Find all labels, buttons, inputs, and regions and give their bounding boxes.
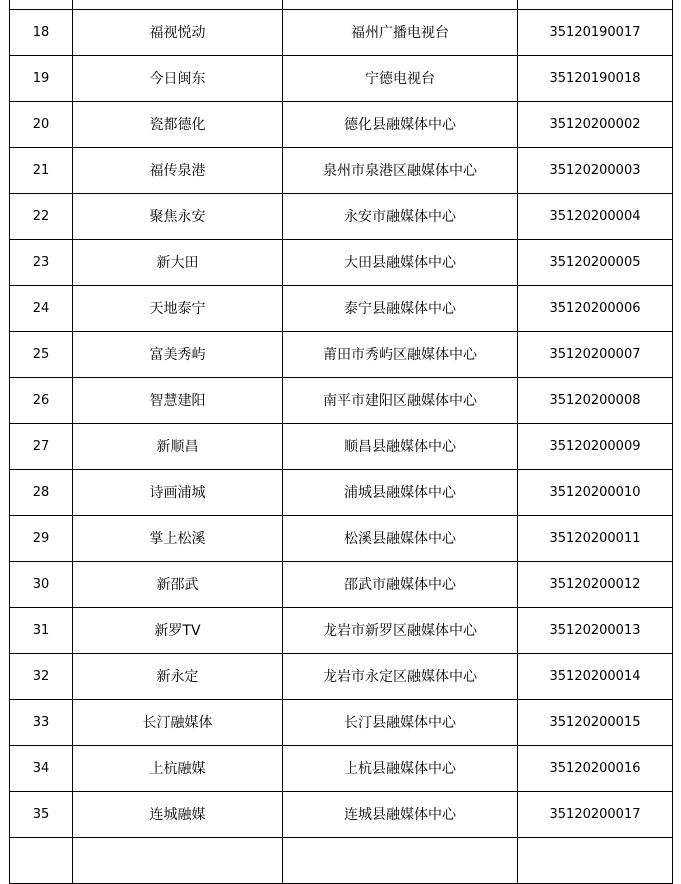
account-name-cell: 智慧建阳 [73, 378, 283, 424]
organization-cell: 上杭县融媒体中心 [283, 746, 518, 792]
row-number-cell: 33 [10, 700, 73, 746]
row-number-cell: 35 [10, 792, 73, 838]
table-row [10, 746, 673, 792]
registration-code-cell: 35120200003 [518, 148, 673, 194]
registration-code-cell: 35120200011 [518, 516, 673, 562]
row-number-cell: 19 [10, 56, 73, 102]
registration-code-cell: 35120190017 [518, 10, 673, 56]
table-row [10, 10, 673, 56]
account-name-cell: 长汀融媒体 [73, 700, 283, 746]
registration-code-cell: 35120200006 [518, 286, 673, 332]
organization-cell [283, 838, 518, 884]
account-name-cell: 掌上松溪 [73, 516, 283, 562]
registration-code-cell: 35120200004 [518, 194, 673, 240]
organization-cell: 大田县融媒体中心 [283, 240, 518, 286]
row-number-cell: 26 [10, 378, 73, 424]
organization-cell: 松溪县融媒体中心 [283, 516, 518, 562]
table-row [10, 424, 673, 470]
organization-cell: 泉州市泉港区融媒体中心 [283, 148, 518, 194]
organization-cell: 龙岩市永定区融媒体中心 [283, 654, 518, 700]
account-name-cell: 福传泉港 [73, 148, 283, 194]
table-row [10, 608, 673, 654]
row-number-cell: 29 [10, 516, 73, 562]
table-row [10, 102, 673, 148]
registration-code-cell: 35120200010 [518, 470, 673, 516]
account-name-cell: 新罗TV [73, 608, 283, 654]
registry-table [9, 0, 673, 884]
row-number-cell: 20 [10, 102, 73, 148]
registry-table-body [10, 0, 673, 884]
row-number-cell: 34 [10, 746, 73, 792]
table-row [10, 240, 673, 286]
table-row [10, 0, 673, 10]
organization-cell: 宁德电视台 [283, 56, 518, 102]
row-number-cell: 21 [10, 148, 73, 194]
registration-code-cell: 35120200014 [518, 654, 673, 700]
registration-code-cell: 35120200007 [518, 332, 673, 378]
registration-code-cell: 35120200002 [518, 102, 673, 148]
row-number-cell: 23 [10, 240, 73, 286]
organization-cell: 福州广播电视台 [283, 10, 518, 56]
account-name-cell: 天地泰宁 [73, 286, 283, 332]
row-number-cell: 30 [10, 562, 73, 608]
account-name-cell [73, 0, 283, 10]
organization-cell: 邵武市融媒体中心 [283, 562, 518, 608]
table-row [10, 654, 673, 700]
organization-cell: 龙岩市新罗区融媒体中心 [283, 608, 518, 654]
row-number-cell: 25 [10, 332, 73, 378]
registry-table-container [9, 0, 672, 884]
row-number-cell: 32 [10, 654, 73, 700]
registration-code-cell: 35120200016 [518, 746, 673, 792]
table-row [10, 700, 673, 746]
row-number-cell: 24 [10, 286, 73, 332]
registration-code-cell: 35120200015 [518, 700, 673, 746]
row-number-cell [10, 838, 73, 884]
table-row [10, 516, 673, 562]
registration-code-cell: 35120200012 [518, 562, 673, 608]
account-name-cell [73, 838, 283, 884]
organization-cell: 永安市融媒体中心 [283, 194, 518, 240]
table-row [10, 148, 673, 194]
table-row [10, 792, 673, 838]
organization-cell: 南平市建阳区融媒体中心 [283, 378, 518, 424]
organization-cell: 浦城县融媒体中心 [283, 470, 518, 516]
row-number-cell: 27 [10, 424, 73, 470]
row-number-cell: 31 [10, 608, 73, 654]
account-name-cell: 今日闽东 [73, 56, 283, 102]
table-row [10, 332, 673, 378]
registration-code-cell: 35120200008 [518, 378, 673, 424]
row-number-cell: 18 [10, 10, 73, 56]
registration-code-cell [518, 0, 673, 10]
registration-code-cell: 35120200005 [518, 240, 673, 286]
account-name-cell: 聚焦永安 [73, 194, 283, 240]
table-row [10, 378, 673, 424]
account-name-cell: 连城融媒 [73, 792, 283, 838]
table-row [10, 56, 673, 102]
table-row [10, 562, 673, 608]
organization-cell: 德化县融媒体中心 [283, 102, 518, 148]
registration-code-cell [518, 838, 673, 884]
account-name-cell: 新邵武 [73, 562, 283, 608]
registration-code-cell: 35120200009 [518, 424, 673, 470]
organization-cell: 连城县融媒体中心 [283, 792, 518, 838]
organization-cell: 长汀县融媒体中心 [283, 700, 518, 746]
account-name-cell: 新永定 [73, 654, 283, 700]
account-name-cell: 福视悦动 [73, 10, 283, 56]
table-row [10, 838, 673, 884]
account-name-cell: 诗画浦城 [73, 470, 283, 516]
row-number-cell: 22 [10, 194, 73, 240]
organization-cell: 泰宁县融媒体中心 [283, 286, 518, 332]
row-number-cell: 28 [10, 470, 73, 516]
account-name-cell: 新大田 [73, 240, 283, 286]
table-row [10, 194, 673, 240]
row-number-cell [10, 0, 73, 10]
account-name-cell: 瓷都德化 [73, 102, 283, 148]
organization-cell: 顺昌县融媒体中心 [283, 424, 518, 470]
table-row [10, 470, 673, 516]
organization-cell: 莆田市秀屿区融媒体中心 [283, 332, 518, 378]
registration-code-cell: 35120190018 [518, 56, 673, 102]
account-name-cell: 新顺昌 [73, 424, 283, 470]
table-row [10, 286, 673, 332]
account-name-cell: 富美秀屿 [73, 332, 283, 378]
account-name-cell: 上杭融媒 [73, 746, 283, 792]
organization-cell [283, 0, 518, 10]
registration-code-cell: 35120200017 [518, 792, 673, 838]
registration-code-cell: 35120200013 [518, 608, 673, 654]
